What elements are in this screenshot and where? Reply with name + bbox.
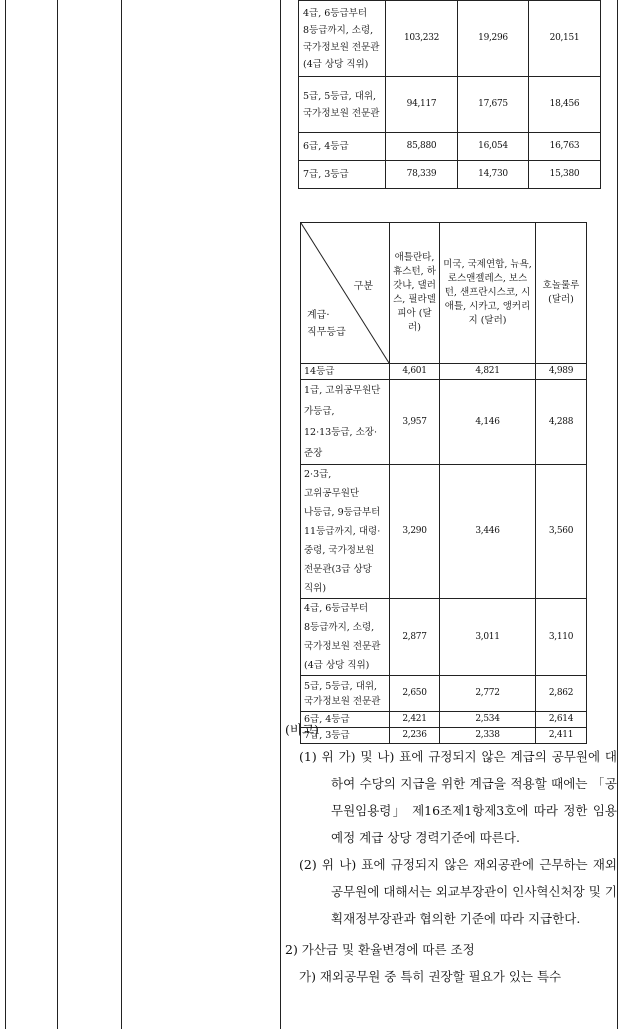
table-row: [301, 380, 587, 465]
grade-label: 6급, 4등급: [299, 133, 386, 161]
amount-cell: 2,534: [440, 712, 536, 728]
notes-section: [285, 716, 617, 990]
table-row: [299, 77, 601, 133]
amount-cell: 19,296: [458, 1, 529, 77]
frame-line-2: [57, 0, 58, 1029]
amount-cell: 17,675: [458, 77, 529, 133]
amount-cell: 2,411: [536, 728, 587, 744]
table-row: [301, 465, 587, 599]
amount-cell: 4,288: [536, 380, 587, 465]
grade-label: 5급, 5등급, 대위, 국가정보원 전문관: [301, 676, 390, 712]
grade-label: 7급, 3등급: [301, 728, 390, 744]
section-2-heading: 2) 가산금 및 환율변경에 따른 조정: [285, 942, 475, 957]
table-row: [301, 676, 587, 712]
note-item-1: (1) 위 가) 및 나) 표에 규정되지 않은 계급의 공무원에 대하여 수당의 지급을 위한 계급을 적용할 때에는 「공무원임용령」 제16조제1항제3호에 따라 정한 임용예정 계급 상당 경력기준에 따른다.: [299, 749, 617, 845]
amount-cell: 4,146: [440, 380, 536, 465]
notes-heading: (비고): [285, 722, 319, 737]
allowance-table-lower: [300, 222, 587, 744]
amount-cell: 4,601: [390, 364, 440, 380]
diagonal-line: [301, 223, 389, 363]
amount-cell: 3,957: [390, 380, 440, 465]
amount-cell: 14,730: [458, 161, 529, 189]
frame-line-left: [5, 0, 6, 1029]
column-header-honolulu: 호놀룰루 (달러): [536, 223, 587, 364]
amount-cell: 78,339: [386, 161, 458, 189]
amount-cell: 2,236: [390, 728, 440, 744]
column-header-usa: 미국, 국제연합, 뉴욕, 로스앤젤레스, 보스턴, 샌프란시스코, 시애틀, 시카고, 앵커리지 (달러): [440, 223, 536, 364]
amount-cell: 3,011: [440, 599, 536, 676]
diagonal-header-cell: [301, 223, 390, 364]
amount-cell: 2,421: [390, 712, 440, 728]
grade-label: 1급, 고위공무원단 가등급, 12·13등급, 소장·준장: [301, 380, 390, 465]
amount-cell: 94,117: [386, 77, 458, 133]
table-row: [301, 599, 587, 676]
amount-cell: 18,456: [529, 77, 601, 133]
section-2-item-a: 가) 재외공무원 중 특히 권장할 필요가 있는 특수: [299, 969, 562, 984]
amount-cell: 16,763: [529, 133, 601, 161]
amount-cell: 2,650: [390, 676, 440, 712]
grade-label: 6급, 4등급: [301, 712, 390, 728]
frame-line-4: [280, 0, 281, 1029]
amount-cell: 3,560: [536, 465, 587, 599]
amount-cell: 3,110: [536, 599, 587, 676]
amount-cell: 85,880: [386, 133, 458, 161]
amount-cell: 4,821: [440, 364, 536, 380]
grade-label: 4급, 6등급부터 8등급까지, 소령, 국가정보원 전문관(4급 상당 직위): [299, 1, 386, 77]
allowance-table-upper: [298, 0, 601, 189]
note-item-2: (2) 위 나) 표에 규정되지 않은 재외공관에 근무하는 재외공무원에 대해서는 외교부장관이 인사혁신처장 및 기획재정부장관과 협의한 기준에 따라 지급한다.: [299, 857, 617, 926]
amount-cell: 15,380: [529, 161, 601, 189]
table-row: [299, 161, 601, 189]
table-header-row: [301, 223, 587, 364]
table-row: [299, 1, 601, 77]
amount-cell: 2,338: [440, 728, 536, 744]
grade-label: 2·3급, 고위공무원단 나등급, 9등급부터 11등급까지, 대령·중령, 국가정보원 전문관(3급 상당 직위): [301, 465, 390, 599]
amount-cell: 3,446: [440, 465, 536, 599]
amount-cell: 103,232: [386, 1, 458, 77]
header-grade-label: [307, 307, 346, 341]
amount-cell: 20,151: [529, 1, 601, 77]
amount-cell: 3,290: [390, 465, 440, 599]
grade-label: 4급, 6등급부터 8등급까지, 소령, 국가정보원 전문관(4급 상당 직위): [301, 599, 390, 676]
grade-label: 5급, 5등급, 대위, 국가정보원 전문관: [299, 77, 386, 133]
grade-label: 7급, 3등급: [299, 161, 386, 189]
amount-cell: 2,614: [536, 712, 587, 728]
frame-line-3: [121, 0, 122, 1029]
table-row: [301, 364, 587, 380]
grade-label: 14등급: [301, 364, 390, 380]
amount-cell: 4,989: [536, 364, 587, 380]
column-header-atlanta: 애틀란타, 휴스턴, 하갓냐, 댈러스, 필라델피아 (달러): [390, 223, 440, 364]
table-row: [299, 133, 601, 161]
amount-cell: 2,772: [440, 676, 536, 712]
amount-cell: 2,877: [390, 599, 440, 676]
frame-line-right: [617, 0, 618, 1029]
header-category-label: 구분: [353, 281, 373, 292]
amount-cell: 2,862: [536, 676, 587, 712]
header-grade-line-1: 계급·: [307, 310, 330, 321]
amount-cell: 16,054: [458, 133, 529, 161]
header-grade-line-2: 직무등급: [307, 327, 346, 338]
